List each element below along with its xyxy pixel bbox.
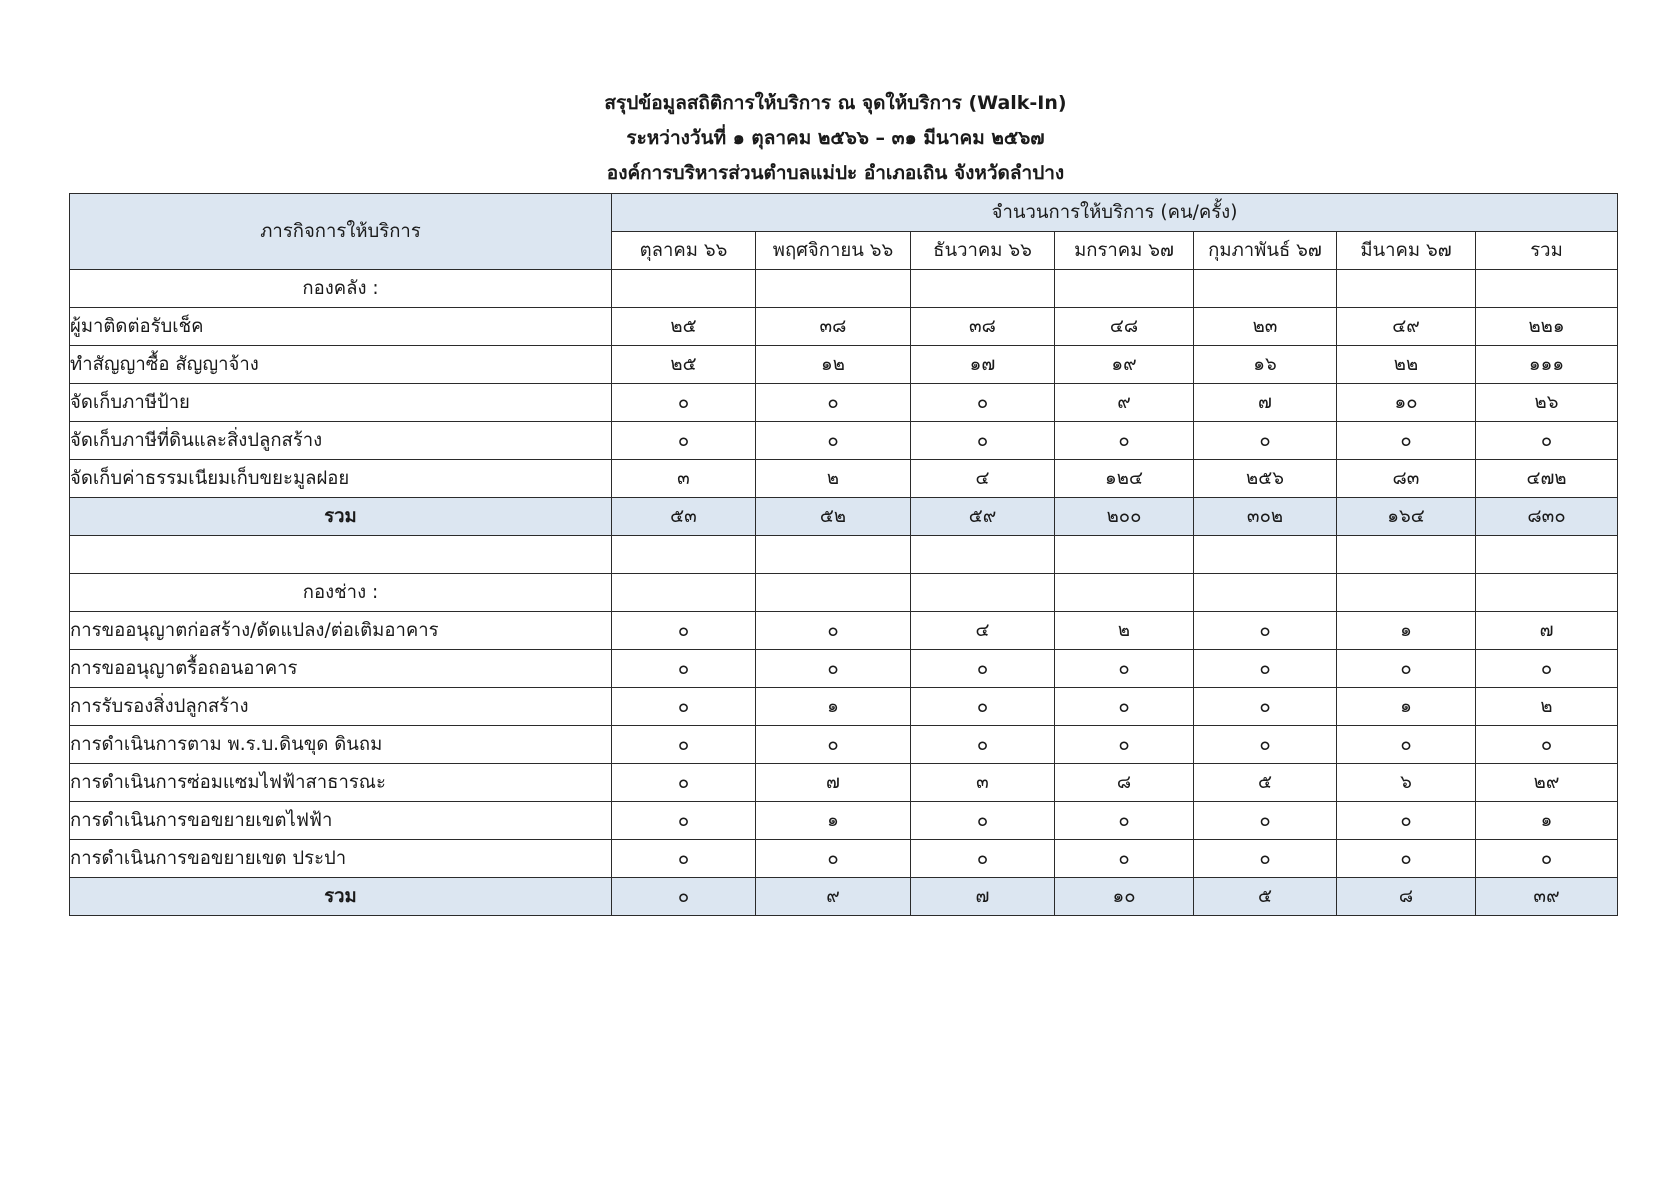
cell-value: ๔๘ (1055, 308, 1194, 346)
cell-value: ๐ (756, 650, 911, 688)
cell-value: ๐ (911, 384, 1055, 422)
total-value: ๙ (756, 878, 911, 916)
cell-value: ๒๒ (1337, 346, 1476, 384)
title-line-1: สรุปข้อมูลสถิติการให้บริการ ณ จุดให้บริการ (Walk-In) (604, 92, 1067, 114)
cell-total: ๐ (1476, 726, 1618, 764)
total-value: ๒๐๐ (1055, 498, 1194, 536)
cell-value: ๓ (612, 460, 756, 498)
row-name: การขออนุญาตก่อสร้าง/ดัดแปลง/ต่อเติมอาคาร (70, 612, 612, 650)
cell-value: ๕ (1194, 764, 1337, 802)
row-name: ผู้มาติดต่อรับเช็ค (70, 308, 612, 346)
cell-value: ๘ (1055, 764, 1194, 802)
header-row-top (70, 194, 1618, 232)
cell-value: ๐ (911, 650, 1055, 688)
total-value: ๓๐๒ (1194, 498, 1337, 536)
total-column-header: รวม (1476, 232, 1618, 270)
cell-value: ๗ (1194, 384, 1337, 422)
statistics-table (69, 193, 1618, 916)
cell-value: ๒๓ (1194, 308, 1337, 346)
row-name: จัดเก็บภาษีป้าย (70, 384, 612, 422)
cell-value: ๐ (911, 422, 1055, 460)
cell-value: ๑๖ (1194, 346, 1337, 384)
cell-value: ๔๙ (1337, 308, 1476, 346)
cell-value: ๐ (911, 726, 1055, 764)
cell-value: ๐ (1055, 802, 1194, 840)
total-value: ๕๓ (612, 498, 756, 536)
cell-value: ๒๕๖ (1194, 460, 1337, 498)
cell-value: ๑ (756, 688, 911, 726)
cell-value: ๐ (911, 840, 1055, 878)
row-name: การดำเนินการขอขยายเขต ประปา (70, 840, 612, 878)
row-name: การขออนุญาตรื้อถอนอาคาร (70, 650, 612, 688)
title-line-2: ระหว่างวันที่ ๑ ตุลาคม ๒๕๖๖ – ๓๑ มีนาคม ๒๕๖๗ (626, 127, 1045, 149)
document-header (0, 86, 1671, 191)
month-header: มกราคม ๖๗ (1055, 232, 1194, 270)
cell-value: ๐ (1337, 422, 1476, 460)
cell-value: ๐ (612, 612, 756, 650)
total-value: ๑๖๔ (1337, 498, 1476, 536)
total-value: ๘ (1337, 878, 1476, 916)
cell-value: ๐ (612, 688, 756, 726)
title-line-3: องค์การบริหารส่วนตำบลแม่ปะ อำเภอเถิน จังหวัดลำปาง (606, 162, 1065, 184)
month-header: ธันวาคม ๖๖ (911, 232, 1055, 270)
cell-total: ๒ (1476, 688, 1618, 726)
cell-total: ๒๙ (1476, 764, 1618, 802)
cell-total: ๔๗๒ (1476, 460, 1618, 498)
cell-total: ๑ (1476, 802, 1618, 840)
cell-value: ๐ (612, 422, 756, 460)
cell-value: ๐ (1194, 422, 1337, 460)
table-row (70, 764, 1618, 802)
table-row (70, 612, 1618, 650)
cell-value: ๐ (1194, 802, 1337, 840)
cell-value: ๐ (1055, 650, 1194, 688)
cell-value: ๑ (1337, 688, 1476, 726)
cell-value: ๒๕ (612, 308, 756, 346)
cell-value: ๐ (1194, 612, 1337, 650)
count-header: จำนวนการให้บริการ (คน/ครั้ง) (612, 194, 1618, 232)
total-value: ๐ (612, 878, 756, 916)
table-row (70, 802, 1618, 840)
row-name: ทำสัญญาซื้อ สัญญาจ้าง (70, 346, 612, 384)
cell-value: ๐ (612, 726, 756, 764)
section-title-finance: กองคลัง : (70, 270, 612, 308)
cell-value: ๐ (612, 840, 756, 878)
total-value: ๕๙ (911, 498, 1055, 536)
section-title-engineering: กองช่าง : (70, 574, 612, 612)
total-label: รวม (70, 878, 612, 916)
cell-total: ๐ (1476, 422, 1618, 460)
cell-value: ๙ (1055, 384, 1194, 422)
row-name: การรับรองสิ่งปลูกสร้าง (70, 688, 612, 726)
cell-value: ๑ (756, 802, 911, 840)
cell-value: ๐ (1055, 726, 1194, 764)
cell-value: ๔ (911, 460, 1055, 498)
table-row (70, 460, 1618, 498)
cell-value: ๐ (911, 802, 1055, 840)
grand-total-value: ๓๙ (1476, 878, 1618, 916)
month-header: กุมภาพันธ์ ๖๗ (1194, 232, 1337, 270)
cell-value: ๔ (911, 612, 1055, 650)
row-name: การดำเนินการตาม พ.ร.บ.ดินขุด ดินถม (70, 726, 612, 764)
total-value: ๗ (911, 878, 1055, 916)
total-label: รวม (70, 498, 612, 536)
cell-value: ๑๗ (911, 346, 1055, 384)
cell-value: ๐ (1194, 650, 1337, 688)
cell-value: ๑๙ (1055, 346, 1194, 384)
spacer-row (70, 536, 1618, 574)
month-header: พฤศจิกายน ๖๖ (756, 232, 911, 270)
cell-total: ๗ (1476, 612, 1618, 650)
cell-value: ๖ (1337, 764, 1476, 802)
cell-value: ๐ (1055, 840, 1194, 878)
total-value: ๑๐ (1055, 878, 1194, 916)
cell-value: ๐ (756, 612, 911, 650)
cell-value: ๐ (612, 384, 756, 422)
table-row (70, 688, 1618, 726)
grand-total-value: ๘๓๐ (1476, 498, 1618, 536)
section-total-row (70, 878, 1618, 916)
cell-value: ๐ (612, 650, 756, 688)
cell-value: ๐ (1055, 422, 1194, 460)
month-header: มีนาคม ๖๗ (1337, 232, 1476, 270)
table-row (70, 384, 1618, 422)
cell-value: ๐ (756, 422, 911, 460)
row-name: การดำเนินการซ่อมแซมไฟฟ้าสาธารณะ (70, 764, 612, 802)
cell-value: ๐ (756, 384, 911, 422)
cell-value: ๐ (756, 726, 911, 764)
cell-value: ๗ (756, 764, 911, 802)
cell-value: ๒ (1055, 612, 1194, 650)
section-header-row (70, 574, 1618, 612)
cell-value: ๐ (1194, 726, 1337, 764)
table-row (70, 422, 1618, 460)
cell-value: ๐ (1194, 688, 1337, 726)
table-row (70, 840, 1618, 878)
cell-value: ๐ (612, 802, 756, 840)
cell-value: ๐ (612, 764, 756, 802)
row-name: จัดเก็บภาษีที่ดินและสิ่งปลูกสร้าง (70, 422, 612, 460)
cell-value: ๐ (756, 840, 911, 878)
cell-value: ๒ (756, 460, 911, 498)
table-row (70, 726, 1618, 764)
total-value: ๕ (1194, 878, 1337, 916)
cell-value: ๐ (1337, 802, 1476, 840)
cell-value: ๐ (1337, 650, 1476, 688)
cell-value: ๑ (1337, 612, 1476, 650)
cell-value: ๐ (1337, 840, 1476, 878)
cell-total: ๑๑๑ (1476, 346, 1618, 384)
cell-value: ๑๒๔ (1055, 460, 1194, 498)
cell-value: ๒๕ (612, 346, 756, 384)
cell-value: ๓๘ (756, 308, 911, 346)
cell-value: ๐ (1337, 726, 1476, 764)
section-total-row (70, 498, 1618, 536)
total-value: ๕๒ (756, 498, 911, 536)
table-row (70, 346, 1618, 384)
cell-value: ๑๒ (756, 346, 911, 384)
cell-total: ๒๖ (1476, 384, 1618, 422)
cell-total: ๐ (1476, 840, 1618, 878)
cell-value: ๘๓ (1337, 460, 1476, 498)
month-header: ตุลาคม ๖๖ (612, 232, 756, 270)
cell-value: ๑๐ (1337, 384, 1476, 422)
cell-value: ๐ (911, 688, 1055, 726)
cell-total: ๐ (1476, 650, 1618, 688)
cell-value: ๓๘ (911, 308, 1055, 346)
row-name: การดำเนินการขอขยายเขตไฟฟ้า (70, 802, 612, 840)
cell-value: ๐ (1194, 840, 1337, 878)
cell-value: ๐ (1055, 688, 1194, 726)
section-header-row (70, 270, 1618, 308)
table-row (70, 650, 1618, 688)
activity-header: ภารกิจการให้บริการ (70, 194, 612, 270)
table-row (70, 308, 1618, 346)
cell-total: ๒๒๑ (1476, 308, 1618, 346)
row-name: จัดเก็บค่าธรรมเนียมเก็บขยะมูลฝอย (70, 460, 612, 498)
cell-value: ๓ (911, 764, 1055, 802)
